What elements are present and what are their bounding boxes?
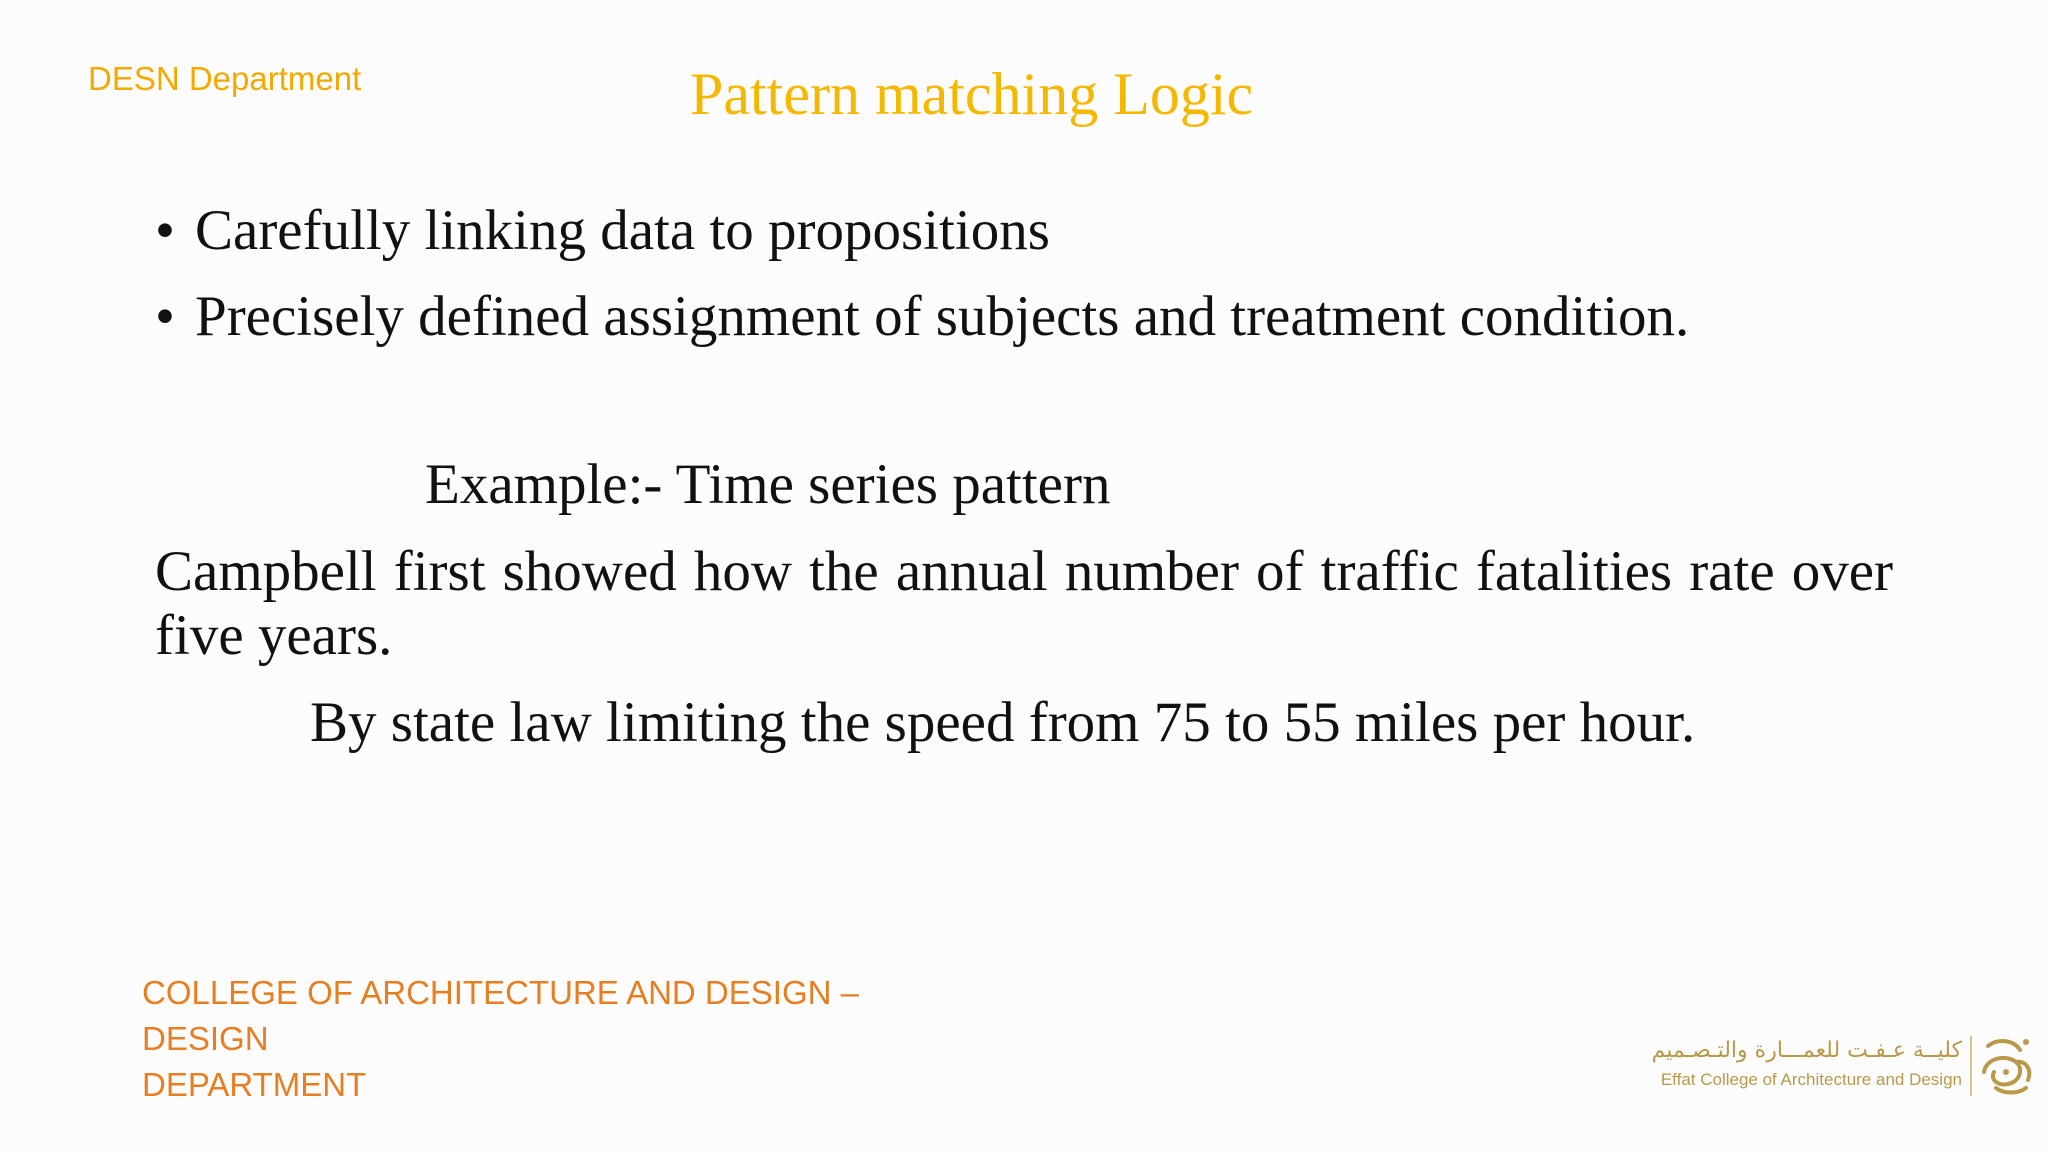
college-logo (1636, 1032, 2036, 1102)
bullet-list (155, 195, 1689, 367)
bullet-dot: • (155, 285, 175, 348)
footer-college-line1: COLLEGE OF ARCHITECTURE AND DESIGN – DESIGN (142, 974, 859, 1057)
logo-english-text: Effat College of Architecture and Design (1660, 1070, 1962, 1089)
footer-college-line2: DEPARTMENT (142, 1066, 367, 1103)
bullet-item (155, 281, 1689, 367)
example-paragraph: Campbell first showed how the annual number of traffic fatalities rate over five years. (155, 540, 1893, 667)
bullet-item (155, 195, 1689, 281)
footer-college (142, 970, 982, 1108)
logo-arabic-text: كليــة عـفـت للعمـــارة والتـصـميم (1651, 1038, 1962, 1063)
logo-divider (1970, 1036, 1972, 1096)
speed-law-line: By state law limiting the speed from 75 to 55 miles per hour. (310, 691, 1696, 754)
effat-calligraphy-logo-icon (1976, 1032, 2036, 1098)
bullet-text: Precisely defined assignment of subjects and treatment condition. (195, 285, 1690, 348)
slide-title: Pattern matching Logic (690, 61, 1254, 127)
bullet-text: Carefully linking data to propositions (195, 199, 1050, 262)
example-heading: Example:- Time series pattern (425, 453, 1111, 516)
bullet-dot: • (155, 199, 175, 262)
department-label: DESN Department (88, 60, 362, 97)
